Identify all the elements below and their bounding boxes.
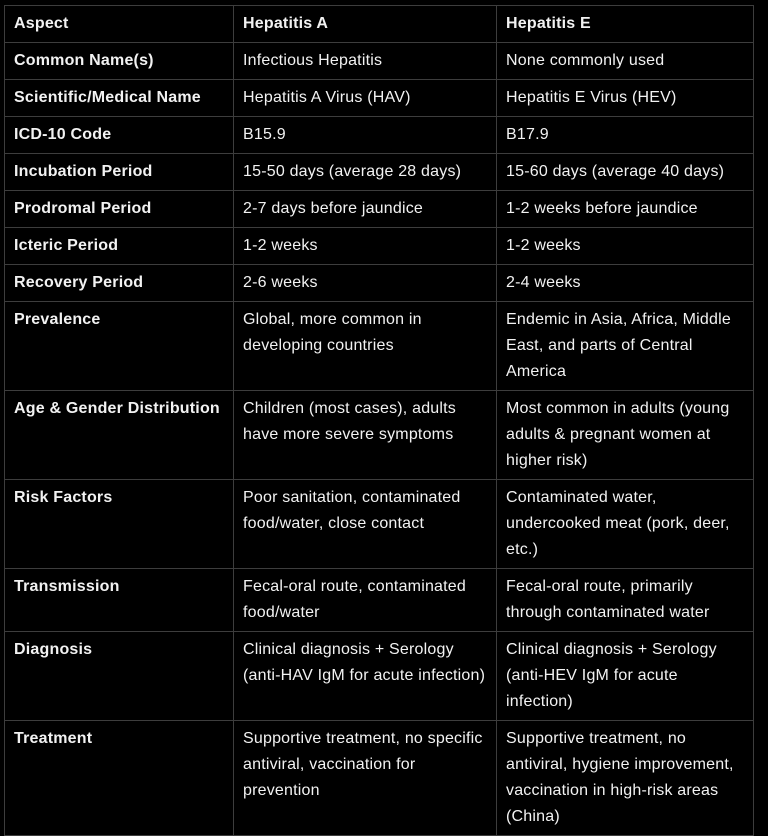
table-header-row — [5, 6, 754, 43]
row-aspect-cell: Incubation Period — [5, 154, 234, 191]
row-hepatitis-a-cell: 2-6 weeks — [234, 265, 497, 302]
row-hepatitis-e-cell: Hepatitis E Virus (HEV) — [497, 80, 754, 117]
header-hepatitis-a: Hepatitis A — [234, 6, 497, 43]
row-aspect-cell: Transmission — [5, 569, 234, 632]
row-aspect-cell: Treatment — [5, 721, 234, 836]
row-aspect-cell: Recovery Period — [5, 265, 234, 302]
row-hepatitis-e-cell: 2-4 weeks — [497, 265, 754, 302]
table-row-icd10 — [5, 117, 754, 154]
table-row-transmission — [5, 569, 754, 632]
row-aspect-cell: Diagnosis — [5, 632, 234, 721]
table-row-common-names — [5, 43, 754, 80]
row-hepatitis-e-cell: None commonly used — [497, 43, 754, 80]
row-aspect-cell: ICD-10 Code — [5, 117, 234, 154]
row-hepatitis-e-cell: B17.9 — [497, 117, 754, 154]
row-hepatitis-e-cell: Contaminated water, undercooked meat (pork, deer, etc.) — [497, 480, 754, 569]
comparison-table-container — [4, 5, 753, 836]
row-hepatitis-a-cell: Supportive treatment, no specific antiviral, vaccination for prevention — [234, 721, 497, 836]
row-hepatitis-e-cell: 1-2 weeks — [497, 228, 754, 265]
row-aspect-cell: Icteric Period — [5, 228, 234, 265]
table-row-risk-factors — [5, 480, 754, 569]
header-aspect: Aspect — [5, 6, 234, 43]
table-row-age-gender — [5, 391, 754, 480]
row-hepatitis-a-cell: Infectious Hepatitis — [234, 43, 497, 80]
row-hepatitis-e-cell: 15-60 days (average 40 days) — [497, 154, 754, 191]
table-row-treatment — [5, 721, 754, 836]
table-row-scientific-name — [5, 80, 754, 117]
row-aspect-cell: Common Name(s) — [5, 43, 234, 80]
hepatitis-comparison-table — [4, 5, 754, 836]
row-hepatitis-a-cell: Hepatitis A Virus (HAV) — [234, 80, 497, 117]
row-aspect-cell: Scientific/Medical Name — [5, 80, 234, 117]
table-row-diagnosis — [5, 632, 754, 721]
row-hepatitis-a-cell: 15-50 days (average 28 days) — [234, 154, 497, 191]
row-hepatitis-a-cell: Global, more common in developing countries — [234, 302, 497, 391]
row-hepatitis-e-cell: 1-2 weeks before jaundice — [497, 191, 754, 228]
table-row-icteric — [5, 228, 754, 265]
header-hepatitis-e: Hepatitis E — [497, 6, 754, 43]
row-hepatitis-e-cell: Most common in adults (young adults & pregnant women at higher risk) — [497, 391, 754, 480]
row-hepatitis-a-cell: 1-2 weeks — [234, 228, 497, 265]
row-hepatitis-a-cell: Clinical diagnosis + Serology (anti-HAV IgM for acute infection) — [234, 632, 497, 721]
row-hepatitis-e-cell: Clinical diagnosis + Serology (anti-HEV IgM for acute infection) — [497, 632, 754, 721]
row-hepatitis-e-cell: Fecal-oral route, primarily through contaminated water — [497, 569, 754, 632]
row-hepatitis-a-cell: Poor sanitation, contaminated food/water, close contact — [234, 480, 497, 569]
row-aspect-cell: Age & Gender Distribution — [5, 391, 234, 480]
row-aspect-cell: Prevalence — [5, 302, 234, 391]
row-hepatitis-a-cell: 2-7 days before jaundice — [234, 191, 497, 228]
row-hepatitis-e-cell: Supportive treatment, no antiviral, hygiene improvement, vaccination in high-risk areas (China) — [497, 721, 754, 836]
table-row-prevalence — [5, 302, 754, 391]
table-row-incubation — [5, 154, 754, 191]
table-row-prodromal — [5, 191, 754, 228]
row-aspect-cell: Prodromal Period — [5, 191, 234, 228]
row-hepatitis-e-cell: Endemic in Asia, Africa, Middle East, and parts of Central America — [497, 302, 754, 391]
row-hepatitis-a-cell: Fecal-oral route, contaminated food/water — [234, 569, 497, 632]
row-hepatitis-a-cell: Children (most cases), adults have more severe symptoms — [234, 391, 497, 480]
table-row-recovery — [5, 265, 754, 302]
row-hepatitis-a-cell: B15.9 — [234, 117, 497, 154]
row-aspect-cell: Risk Factors — [5, 480, 234, 569]
